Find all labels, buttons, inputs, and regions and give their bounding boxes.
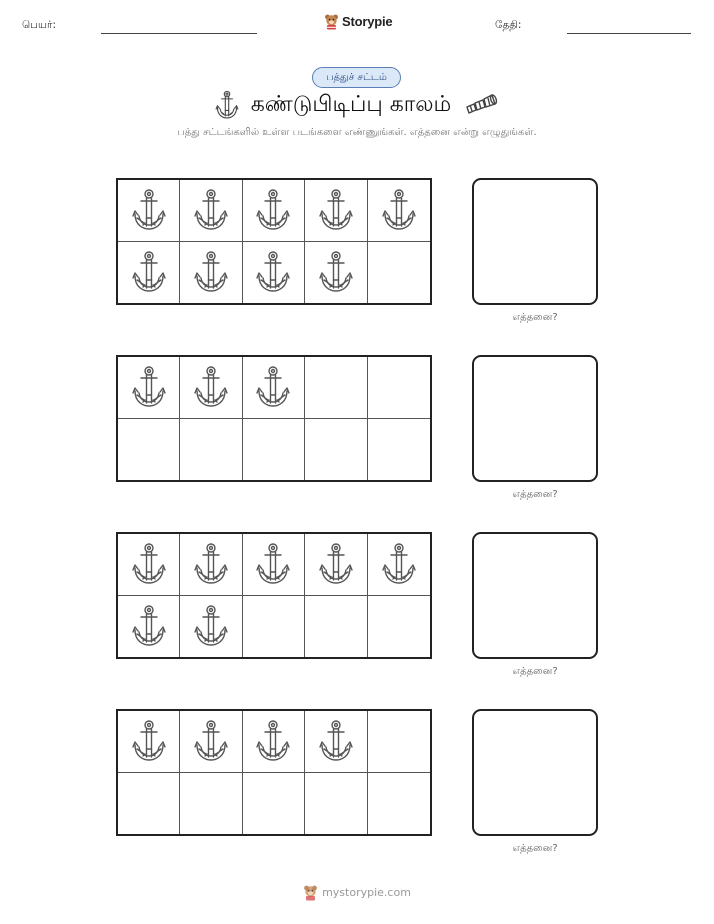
ten-frame-cell	[243, 711, 305, 773]
ten-frame-cell	[180, 596, 242, 658]
anchor-icon	[319, 719, 353, 763]
brand-logo	[324, 13, 392, 30]
anchor-icon	[256, 365, 290, 409]
ten-frame-cell	[243, 773, 305, 835]
anchor-icon	[256, 188, 290, 232]
ten-frame-cell	[180, 242, 242, 304]
ten-frame-cell	[118, 596, 180, 658]
worksheet-badge: பத்துச் சட்டம்	[312, 67, 401, 88]
ten-frame-cell	[118, 242, 180, 304]
anchor-icon	[132, 188, 166, 232]
name-field[interactable]	[101, 33, 257, 34]
anchor-icon	[319, 542, 353, 586]
ten-frame-cell	[368, 773, 430, 835]
name-label: பெயர்:	[22, 19, 57, 31]
ten-frame-cell	[118, 711, 180, 773]
bear-mascot-icon	[324, 13, 339, 30]
ten-frame-cell	[118, 180, 180, 242]
ten-frame-cell	[243, 419, 305, 481]
anchor-icon	[132, 365, 166, 409]
page-title: கண்டுபிடிப்பு காலம்	[250, 92, 452, 117]
anchor-icon	[194, 542, 228, 586]
anchor-icon	[194, 250, 228, 294]
anchor-icon	[319, 250, 353, 294]
title-row	[0, 87, 714, 123]
anchor-icon	[319, 188, 353, 232]
ten-frame-cell	[243, 596, 305, 658]
ten-frame	[116, 532, 432, 659]
anchor-icon	[194, 188, 228, 232]
ten-frame-cell	[180, 357, 242, 419]
anchor-icon	[194, 365, 228, 409]
brand-name: Storypie	[342, 14, 393, 29]
anchor-icon	[132, 604, 166, 648]
footer-url: mystorypie.com	[322, 886, 411, 899]
ten-frame-cell	[180, 419, 242, 481]
ten-frame-cell	[368, 180, 430, 242]
anchor-icon	[382, 188, 416, 232]
bear-mascot-icon	[303, 884, 318, 901]
ten-frame-cell	[368, 357, 430, 419]
ten-frame-cell	[368, 242, 430, 304]
answer-label: எத்தனை?	[512, 666, 558, 677]
ten-frame	[116, 709, 432, 836]
ten-frame-cell	[180, 773, 242, 835]
ten-frame-cell	[305, 596, 367, 658]
anchor-icon	[194, 719, 228, 763]
ten-frame-cell	[243, 242, 305, 304]
ten-frame	[116, 355, 432, 482]
ten-frame-cell	[118, 419, 180, 481]
ten-frame-cell	[305, 419, 367, 481]
ten-frame-cell	[368, 711, 430, 773]
ten-frame-cell	[243, 180, 305, 242]
answer-box[interactable]	[472, 709, 598, 836]
answer-box[interactable]	[472, 532, 598, 659]
ten-frame-cell	[118, 773, 180, 835]
answer-label: எத்தனை?	[512, 843, 558, 854]
anchor-icon	[194, 604, 228, 648]
ten-frame-cell	[305, 534, 367, 596]
ten-frame-cell	[368, 534, 430, 596]
ten-frame-cell	[305, 180, 367, 242]
instructions: பத்து சட்டங்களில் உள்ள படங்களை எண்ணுங்கள். எத்தனை என்று எழுதுங்கள்.	[177, 127, 537, 138]
ten-frame-cell	[368, 419, 430, 481]
anchor-icon	[256, 542, 290, 586]
footer	[0, 884, 714, 901]
ten-frame-cell	[180, 180, 242, 242]
ten-frame-cell	[368, 596, 430, 658]
date-field[interactable]	[567, 33, 691, 34]
anchor-icon	[132, 542, 166, 586]
telescope-icon	[465, 94, 499, 116]
anchor-icon	[382, 542, 416, 586]
ten-frame-cell	[118, 357, 180, 419]
ten-frame	[116, 178, 432, 305]
ten-frame-cell	[243, 357, 305, 419]
ten-frame-cell	[180, 534, 242, 596]
ten-frame-cell	[305, 357, 367, 419]
anchor-icon	[132, 250, 166, 294]
anchor-icon	[132, 719, 166, 763]
anchor-icon	[256, 250, 290, 294]
anchor-icon	[256, 719, 290, 763]
anchor-icon	[215, 90, 239, 120]
answer-label: எத்தனை?	[512, 312, 558, 323]
ten-frame-cell	[305, 773, 367, 835]
answer-box[interactable]	[472, 355, 598, 482]
ten-frame-cell	[305, 711, 367, 773]
answer-box[interactable]	[472, 178, 598, 305]
date-label: தேதி:	[495, 19, 522, 31]
ten-frame-cell	[305, 242, 367, 304]
ten-frame-cell	[180, 711, 242, 773]
ten-frame-cell	[243, 534, 305, 596]
answer-label: எத்தனை?	[512, 489, 558, 500]
ten-frame-cell	[118, 534, 180, 596]
